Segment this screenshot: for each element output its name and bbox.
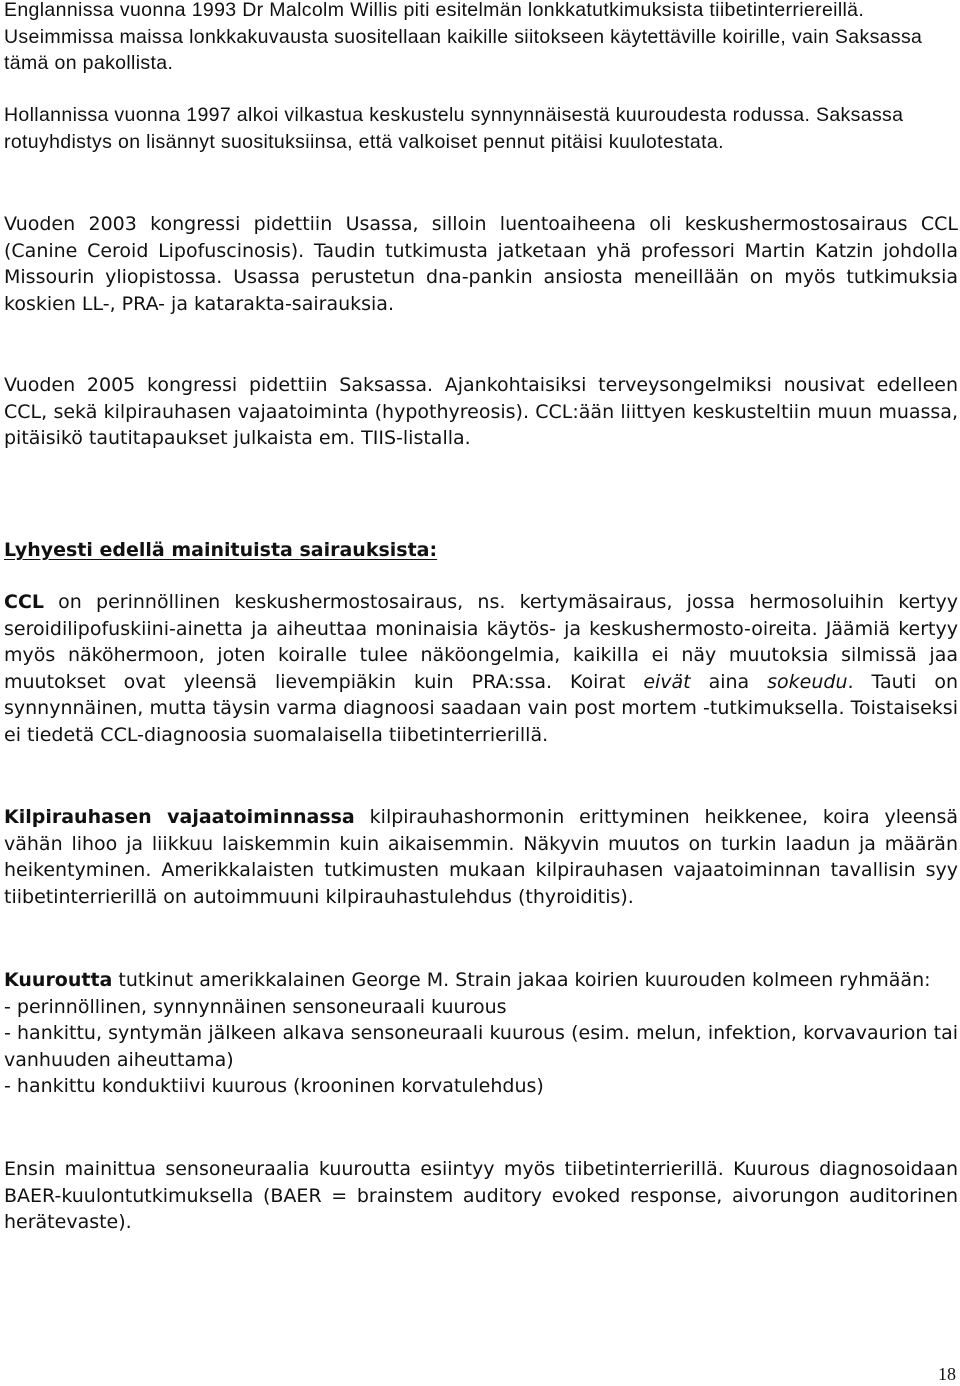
- ccl-text-a: on perinnöllinen keskushermostosairaus, ns. kertymäsairaus, jossa hermosoluihin kertyy seroidilipofuskiini-ainetta ja aiheuttaa moninaisia käytös- ja keskushermosto-oireita. Jäämiä kertyy myös näköhermoon, joten koiralle tulee näköongelmia, kaikilla ei näy muutoksia silmissä jaa muutokset ovat yleensä lievempiäkin kuin PRA:ssa. Koirat: [4, 591, 958, 693]
- thyroid-text: kilpirauhashormonin erittyminen heikkenee, koira yleensä vähän lihoo ja liikkuu laiskemmin kuin aikaisemmin. Näkyvin muutos on turkin laadun ja määrän heikentyminen. Amerikkalaisten tutkimusten mukaan kilpirauhasen vajaatoiminnan tavallisin syy tiibetinterrierillä on autoimmuuni kilpirauhastulehdus (thyroiditis).: [4, 806, 958, 908]
- paragraph-deafness: [4, 967, 958, 1100]
- paragraph-thyroid: [4, 804, 958, 910]
- ccl-text-c: . Tauti on synnynnäinen, mutta täysin varma diagnoosi saadaan vain post mortem -tutkimuksella. Toistaiseksi ei tiedetä CCL-diagnoosia suomalaisella tiibetinterrierillä.: [4, 670, 959, 746]
- ccl-text-b: aina: [690, 670, 768, 693]
- paragraph-congress-2005: Vuoden 2005 kongressi pidettiin Saksassa. Ajankohtaisiksi terveysongelmiksi nousivat edelleen CCL, sekä kilpirauhasen vajaatoiminta (hypothyreosis). CCL:ään liittyen keskusteltiin muun muassa, pitäisikö tautitapaukset julkaista em. TIIS-listalla.: [4, 374, 958, 449]
- deafness-intro: tutkinut amerikkalainen George M. Strain jakaa koirien kuurouden kolmeen ryhmään:: [112, 969, 931, 991]
- paragraph-deafness-discussion: Hollannissa vuonna 1997 alkoi vilkastua keskustelu synnynnäisestä kuuroudesta rodussa. Saksassa rotuyhdistys on lisännyt suosituksiinsa, että valkoiset pennut pitäisi kuulotestata.: [4, 104, 904, 153]
- deafness-term: Kuuroutta: [4, 969, 113, 991]
- deafness-list-item: - hankittu konduktiivi kuurous (krooninen korvatulehdus): [4, 1075, 544, 1097]
- ccl-emphasis-sokeudu: sokeudu: [767, 670, 848, 693]
- deafness-list-item: - perinnöllinen, synnynnäinen sensoneuraali kuurous: [4, 995, 507, 1018]
- ccl-term: CCL: [4, 591, 44, 613]
- thyroid-term: Kilpirauhasen vajaatoiminnassa: [4, 806, 355, 828]
- deafness-list-item: - hankittu, syntymän jälkeen alkava sensoneuraali kuurous (esim. melun, infektion, korvavaurion tai vanhuuden aiheuttama): [4, 1022, 958, 1071]
- ccl-emphasis-eivat: eivät: [643, 670, 691, 693]
- section-heading: Lyhyesti edellä mainituista sairauksista:: [4, 539, 438, 561]
- paragraph-congress-2003: Vuoden 2003 kongressi pidettiin Usassa, silloin luentoaiheena oli keskushermostosairaus CCL (Canine Ceroid Lipofuscinosis). Taudin tutkimusta jatketaan yhä professori Martin Katzin johdolla Missourin yliopistossa. Usassa perustetun dna-pankin ansiosta meneillään on myös tutkimuksia koskien LL-, PRA- ja katarakta-sairauksia.: [4, 213, 958, 315]
- paragraph-baer: Ensin mainittua sensoneuraalia kuuroutta esiintyy myös tiibetinterrierillä. Kuurous diagnosoidaan BAER-kuulontutkimuksella (BAER = brainstem auditory evoked response, aivorungon auditorinen herätevaste).: [4, 1158, 958, 1233]
- paragraph-ccl: [4, 589, 958, 748]
- paragraph-hip-studies: Englannissa vuonna 1993 Dr Malcolm Willis piti esitelmän lonkkatutkimuksista tiibetinterriereillä. Useimmissa maissa lonkkakuvausta suositellaan kaikille siitokseen käytettäville koirille, vain Saksassa tämä on pakollista.: [4, 0, 923, 74]
- page-number: 18: [938, 1364, 956, 1384]
